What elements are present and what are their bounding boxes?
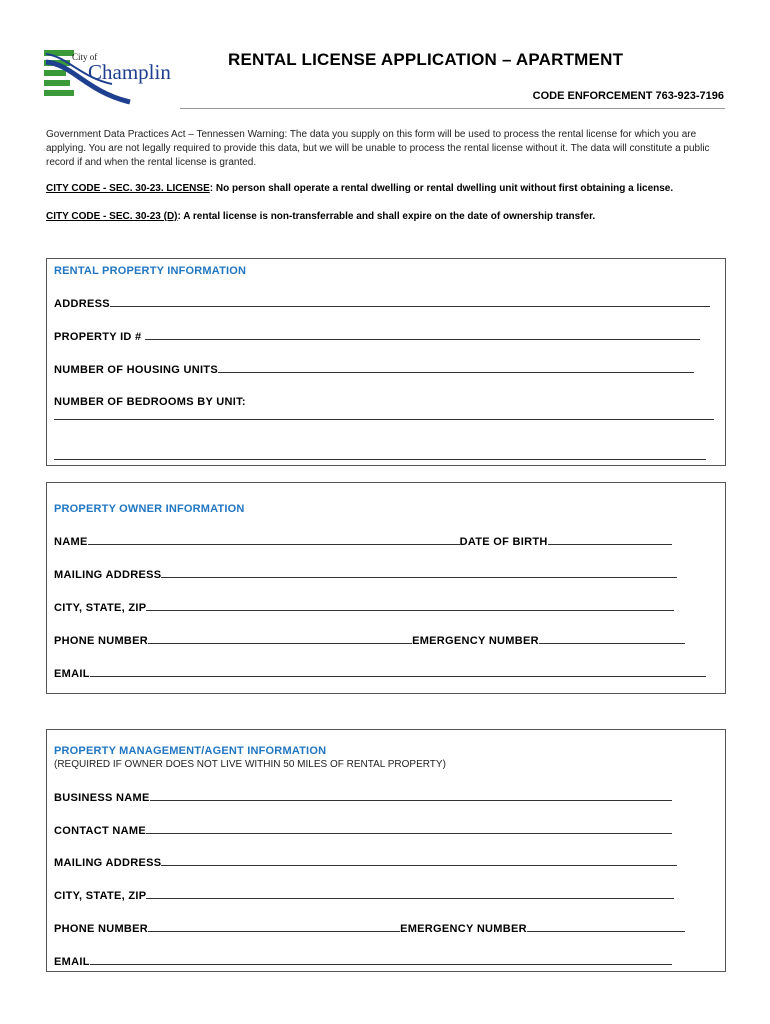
address-field[interactable]: ADDRESS bbox=[54, 297, 710, 310]
city-code-license-ref: CITY CODE - SEC. 30-23. LICENSE bbox=[46, 183, 210, 194]
header-divider bbox=[180, 108, 725, 109]
rental-property-title: RENTAL PROPERTY INFORMATION bbox=[54, 265, 247, 277]
management-title: PROPERTY MANAGEMENT/AGENT INFORMATION bbox=[54, 745, 327, 757]
management-subtitle: (REQUIRED IF OWNER DOES NOT LIVE WITHIN 50 MILES OF RENTAL PROPERTY) bbox=[54, 759, 446, 770]
owner-mailing-field[interactable]: MAILING ADDRESS bbox=[54, 568, 677, 581]
agent-city-field[interactable]: CITY, STATE, ZIP bbox=[54, 889, 674, 902]
owner-phone-field[interactable]: PHONE NUMBER EMERGENCY NUMBER bbox=[54, 634, 685, 647]
city-code-license-text: : No person shall operate a rental dwelling or rental dwelling unit without first obtaining a license. bbox=[209, 183, 674, 194]
owner-city-field[interactable]: CITY, STATE, ZIP bbox=[54, 601, 674, 614]
owner-name-field[interactable]: NAME DATE OF BIRTH bbox=[54, 535, 672, 548]
tennessen-warning: Government Data Practices Act – Tennessen Warning: The data you supply on this form will be used to process the rental license for which you are applying. You are not legally required to provide this data, but we will be unable to process the rental license without it. The data will constitute a public record if and when the rental license is granted. bbox=[46, 129, 710, 168]
contact-name-field[interactable]: CONTACT NAME bbox=[54, 824, 672, 837]
code-enforcement-phone: CODE ENFORCEMENT 763-923-7196 bbox=[532, 90, 724, 102]
housing-units-field[interactable]: NUMBER OF HOUSING UNITS bbox=[54, 363, 694, 376]
city-code-transfer-text: : A rental license is non-transferrable and shall expire on the date of ownership transfer. bbox=[177, 211, 596, 222]
agent-email-field[interactable]: EMAIL bbox=[54, 955, 672, 968]
agent-mailing-field[interactable]: MAILING ADDRESS bbox=[54, 856, 677, 869]
owner-section bbox=[46, 482, 726, 694]
property-id-field[interactable]: PROPERTY ID # bbox=[54, 330, 700, 343]
bedrooms-line-1[interactable] bbox=[54, 419, 714, 420]
city-code-license bbox=[46, 183, 673, 194]
city-code-transfer bbox=[46, 211, 595, 222]
city-logo bbox=[42, 44, 172, 108]
agent-phone-field[interactable]: PHONE NUMBER EMERGENCY NUMBER bbox=[54, 922, 685, 935]
city-code-transfer-ref: CITY CODE - SEC. 30-23 (D) bbox=[46, 211, 178, 222]
management-section bbox=[46, 729, 726, 972]
logo-name: Champlin bbox=[88, 60, 171, 84]
owner-title: PROPERTY OWNER INFORMATION bbox=[54, 503, 245, 515]
business-name-field[interactable]: BUSINESS NAME bbox=[54, 791, 672, 804]
bedrooms-label: NUMBER OF BEDROOMS BY UNIT: bbox=[54, 396, 246, 408]
page-title: RENTAL LICENSE APPLICATION – APARTMENT bbox=[228, 50, 624, 69]
bedrooms-line-2[interactable] bbox=[54, 459, 706, 460]
rental-property-section bbox=[46, 258, 726, 466]
logo-city-of: City of bbox=[72, 52, 98, 62]
owner-email-field[interactable]: EMAIL bbox=[54, 667, 706, 680]
